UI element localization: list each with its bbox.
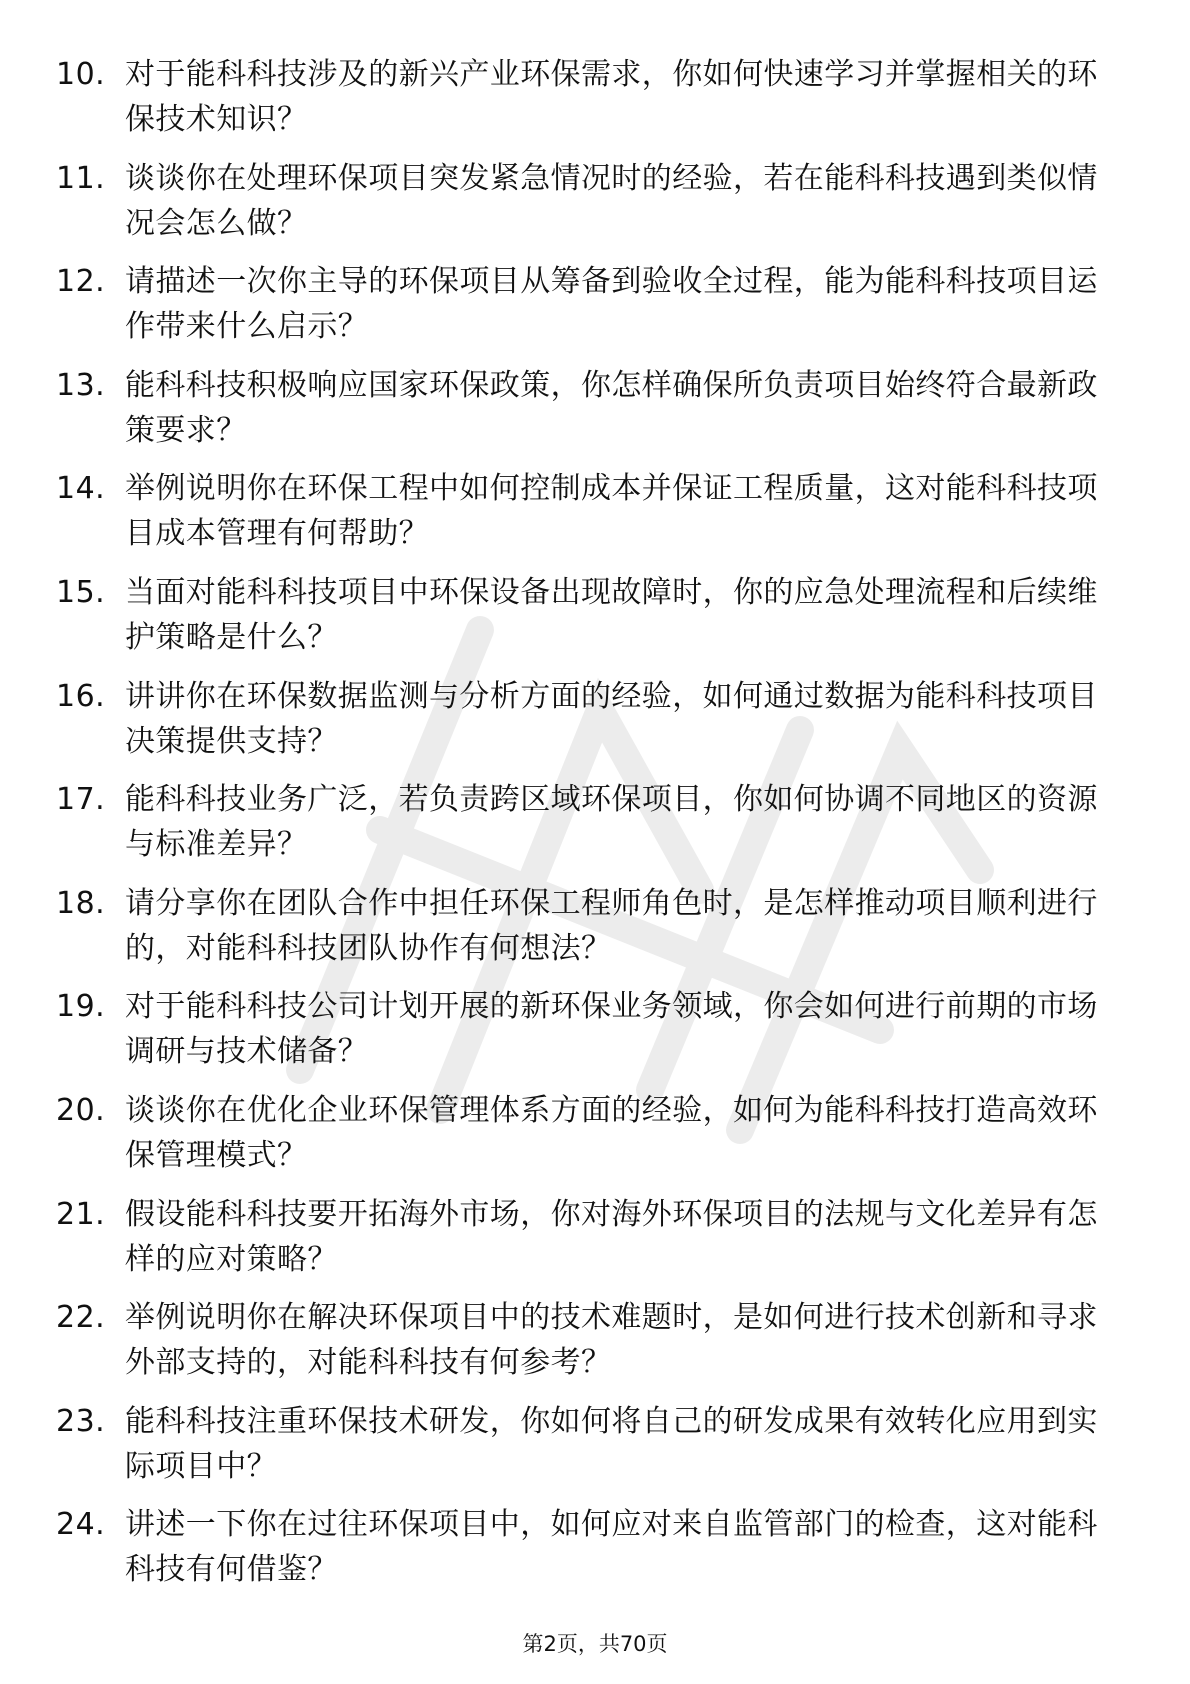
question-item: [56, 52, 1136, 156]
question-item: [56, 363, 1136, 467]
question-number: 16.: [56, 678, 106, 714]
question-number: 17.: [56, 782, 106, 818]
question-text: 谈谈你在优化企业环保管理体系方面的经验，如何为能科科技打造高效环保管理模式？: [125, 1092, 1098, 1173]
question-text: 能科科技业务广泛，若负责跨区域环保项目，你如何协调不同地区的资源与标准差异？: [125, 782, 1098, 863]
question-number: 23.: [56, 1403, 106, 1439]
page-number: 第2页，共70页: [522, 1632, 668, 1656]
question-item: [56, 1192, 1136, 1296]
question-text: 假设能科科技要开拓海外市场，你对海外环保项目的法规与文化差异有怎样的应对策略？: [125, 1196, 1098, 1277]
question-text: 举例说明你在环保工程中如何控制成本并保证工程质量，这对能科科技项目成本管理有何帮助？: [125, 471, 1098, 552]
question-item: [56, 156, 1136, 260]
question-item: [56, 466, 1136, 570]
question-number: 13.: [56, 367, 106, 403]
question-item: [56, 259, 1136, 363]
question-number: 15.: [56, 574, 106, 610]
question-text: 举例说明你在解决环保项目中的技术难题时，是如何进行技术创新和寻求外部支持的，对能科科技有何参考？: [125, 1300, 1098, 1381]
question-text: 讲述一下你在过往环保项目中，如何应对来自监管部门的检查，这对能科科技有何借鉴？: [125, 1507, 1098, 1588]
question-text: 请分享你在团队合作中担任环保工程师角色时，是怎样推动项目顺利进行的，对能科科技团队协作有何想法？: [125, 885, 1098, 966]
question-number: 20.: [56, 1092, 106, 1128]
question-item: [56, 984, 1136, 1088]
question-item: [56, 1295, 1136, 1399]
question-text: 对于能科科技涉及的新兴产业环保需求，你如何快速学习并掌握相关的环保技术知识？: [125, 57, 1098, 137]
question-item: [56, 1502, 1136, 1606]
question-number: 19.: [56, 989, 106, 1025]
question-item: [56, 674, 1136, 778]
question-item: [56, 1399, 1136, 1503]
question-text: 谈谈你在处理环保项目突发紧急情况时的经验，若在能科科技遇到类似情况会怎么做？: [125, 160, 1098, 241]
question-item: [56, 1088, 1136, 1192]
question-number: 14.: [56, 471, 106, 507]
question-text: 当面对能科科技项目中环保设备出现故障时，你的应急处理流程和后续维护策略是什么？: [125, 574, 1098, 655]
question-number: 21.: [56, 1196, 106, 1232]
question-number: 10.: [56, 57, 106, 92]
question-number: 24.: [56, 1507, 106, 1543]
question-text: 能科科技注重环保技术研发，你如何将自己的研发成果有效转化应用到实际项目中？: [125, 1403, 1098, 1484]
question-text: 能科科技积极响应国家环保政策，你怎样确保所负责项目始终符合最新政策要求？: [125, 367, 1098, 448]
question-number: 18.: [56, 885, 106, 921]
question-text: 讲讲你在环保数据监测与分析方面的经验，如何通过数据为能科科技项目决策提供支持？: [125, 678, 1098, 759]
question-number: 22.: [56, 1300, 106, 1336]
question-list: [56, 52, 1136, 1606]
question-number: 11.: [56, 160, 106, 196]
question-number: 12.: [56, 264, 106, 300]
question-item: [56, 881, 1136, 985]
question-item: [56, 570, 1136, 674]
question-text: 对于能科科技公司计划开展的新环保业务领域，你会如何进行前期的市场调研与技术储备？: [125, 989, 1098, 1070]
question-item: [56, 777, 1136, 881]
question-text: 请描述一次你主导的环保项目从筹备到验收全过程，能为能科科技项目运作带来什么启示？: [125, 264, 1098, 345]
